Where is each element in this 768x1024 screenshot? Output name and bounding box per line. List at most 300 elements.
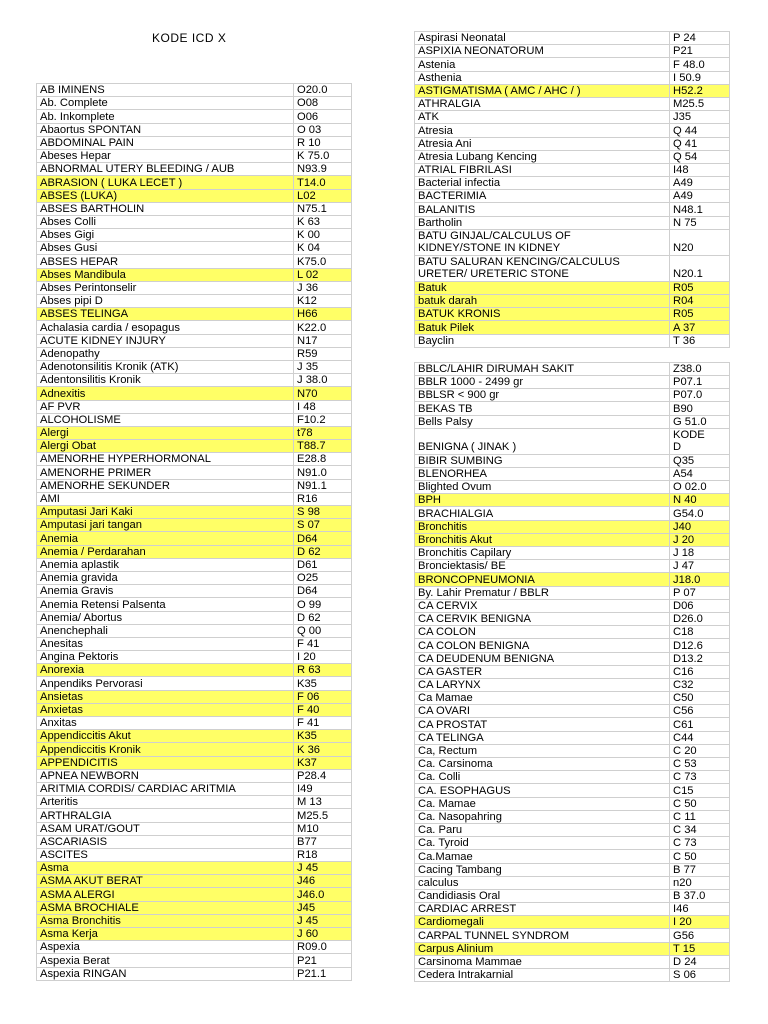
table-row	[415, 415, 730, 428]
table-row	[415, 929, 730, 942]
icd-code: O 99	[294, 598, 352, 611]
table-row	[37, 400, 352, 413]
table-row	[415, 889, 730, 902]
icd-code: Q 41	[670, 137, 730, 150]
diagnosis-name: CA GASTER	[415, 665, 670, 678]
diagnosis-name: Cacing Tambang	[415, 863, 670, 876]
icd-code: R59	[294, 347, 352, 360]
icd-code: K 75.0	[294, 149, 352, 162]
icd-code: T88.7	[294, 440, 352, 453]
diagnosis-name: CA DEUDENUM BENIGNA	[415, 652, 670, 665]
table-row	[37, 914, 352, 927]
diagnosis-name: Abeses Hepar	[37, 149, 294, 162]
table-row	[415, 916, 730, 929]
icd-code: M25.5	[294, 809, 352, 822]
icd-code: F 48.0	[670, 58, 730, 71]
diagnosis-name: Abses Gigi	[37, 229, 294, 242]
icd-code: K35	[294, 677, 352, 690]
diagnosis-name: Alergi	[37, 426, 294, 439]
table-row	[37, 242, 352, 255]
icd-code: B77	[294, 835, 352, 848]
diagnosis-name: AMENORHE HYPERHORMONAL	[37, 453, 294, 466]
table-row	[37, 189, 352, 202]
icd-code: S 06	[670, 969, 730, 982]
table-row	[415, 71, 730, 84]
diagnosis-name: ABSES TELINGA	[37, 308, 294, 321]
table-row	[37, 308, 352, 321]
icd-code: P07.0	[670, 389, 730, 402]
table-row	[37, 149, 352, 162]
table-row	[415, 163, 730, 176]
icd-code: R05	[670, 308, 730, 321]
diagnosis-name: ABSES BARTHOLIN	[37, 202, 294, 215]
diagnosis-name: By. Lahir Prematur / BBLR	[415, 586, 670, 599]
diagnosis-name: Bayclin	[415, 334, 670, 347]
table-row	[37, 796, 352, 809]
diagnosis-name: Abses Mandibula	[37, 268, 294, 281]
table-row	[415, 321, 730, 334]
icd-code: D 62	[294, 611, 352, 624]
table-row	[415, 692, 730, 705]
icd-code: J40	[670, 520, 730, 533]
icd-code: C32	[670, 678, 730, 691]
diagnosis-name: Asma	[37, 862, 294, 875]
table-row	[415, 124, 730, 137]
icd-code: D61	[294, 558, 352, 571]
icd-code: H66	[294, 308, 352, 321]
diagnosis-name: Amputasi Jari Kaki	[37, 506, 294, 519]
icd-code: N 40	[670, 494, 730, 507]
icd-code: O20.0	[294, 84, 352, 97]
icd-code: K35	[294, 730, 352, 743]
table-row	[37, 321, 352, 334]
table-row	[37, 163, 352, 176]
diagnosis-name: BACTERIMIA	[415, 190, 670, 203]
icd-code: J 38.0	[294, 374, 352, 387]
table-row	[37, 347, 352, 360]
table-row	[415, 389, 730, 402]
icd-code: K22.0	[294, 321, 352, 334]
table-row	[415, 705, 730, 718]
table-row	[415, 97, 730, 110]
table-row	[37, 585, 352, 598]
table-row	[37, 295, 352, 308]
icd-code: N17	[294, 334, 352, 347]
diagnosis-name: Anemia	[37, 532, 294, 545]
table-row	[37, 941, 352, 954]
diagnosis-name: Bronchitis Capilary	[415, 547, 670, 560]
icd-code: P07.1	[670, 375, 730, 388]
table-row	[37, 413, 352, 426]
icd-code: D12.6	[670, 639, 730, 652]
diagnosis-name: Aspexia RINGAN	[37, 967, 294, 980]
icd-code: Q 00	[294, 624, 352, 637]
icd-code: J18.0	[670, 573, 730, 586]
diagnosis-name: ASCARIASIS	[37, 835, 294, 848]
icd-code: I46	[670, 903, 730, 916]
table-row	[415, 362, 730, 375]
diagnosis-name: Bartholin	[415, 216, 670, 229]
table-row	[37, 782, 352, 795]
table-row	[415, 823, 730, 836]
icd-code: R16	[294, 492, 352, 505]
icd-code: A 37	[670, 321, 730, 334]
table-row	[415, 969, 730, 982]
diagnosis-name: Abses pipi D	[37, 295, 294, 308]
diagnosis-name: AMI	[37, 492, 294, 505]
table-row	[415, 45, 730, 58]
diagnosis-name: Alergi Obat	[37, 440, 294, 453]
icd-code: P 07	[670, 586, 730, 599]
diagnosis-name: ASCITES	[37, 848, 294, 861]
table-row	[415, 255, 730, 281]
table-row	[415, 454, 730, 467]
diagnosis-name: CA TELINGA	[415, 731, 670, 744]
icd-code: F10.2	[294, 413, 352, 426]
diagnosis-name: Ab. Inkomplete	[37, 110, 294, 123]
table-row	[415, 520, 730, 533]
table-row	[415, 347, 730, 362]
table-row	[37, 901, 352, 914]
table-row	[415, 203, 730, 216]
diagnosis-name: ASMA ALERGI	[37, 888, 294, 901]
table-row	[415, 797, 730, 810]
icd-code: J 18	[670, 547, 730, 560]
icd-code	[670, 347, 730, 362]
diagnosis-name: CA PROSTAT	[415, 718, 670, 731]
icd-code: J 45	[294, 914, 352, 927]
icd-code: R09.0	[294, 941, 352, 954]
table-row	[37, 281, 352, 294]
icd-code: K 36	[294, 743, 352, 756]
table-row	[37, 519, 352, 532]
diagnosis-name: Asma Bronchitis	[37, 914, 294, 927]
diagnosis-name: Blighted Ovum	[415, 481, 670, 494]
diagnosis-name: APNEA NEWBORN	[37, 769, 294, 782]
diagnosis-name: Abses Perintonselir	[37, 281, 294, 294]
icd-code: Z38.0	[670, 362, 730, 375]
table-row	[415, 560, 730, 573]
diagnosis-name: ABDOMINAL PAIN	[37, 136, 294, 149]
icd-code: P21	[294, 954, 352, 967]
diagnosis-name: AF PVR	[37, 400, 294, 413]
diagnosis-name: ASMA AKUT BERAT	[37, 875, 294, 888]
diagnosis-name: BEKAS TB	[415, 402, 670, 415]
icd-code: C15	[670, 784, 730, 797]
table-row	[415, 718, 730, 731]
table-row	[415, 216, 730, 229]
icd-code: I 48	[294, 400, 352, 413]
diagnosis-name: ABSES HEPAR	[37, 255, 294, 268]
table-row	[37, 690, 352, 703]
icd-code: K 00	[294, 229, 352, 242]
table-row	[415, 903, 730, 916]
icd-code: F 41	[294, 717, 352, 730]
icd-code: A49	[670, 177, 730, 190]
table-row	[415, 295, 730, 308]
table-row	[415, 784, 730, 797]
table-row	[37, 624, 352, 637]
table-row	[415, 402, 730, 415]
diagnosis-name: ATHRALGIA	[415, 97, 670, 110]
icd-code: M 13	[294, 796, 352, 809]
table-row	[415, 84, 730, 97]
icd-code: F 06	[294, 690, 352, 703]
diagnosis-name: Carpus Alinium	[415, 942, 670, 955]
icd-code: S 98	[294, 506, 352, 519]
diagnosis-name: Angina Pektoris	[37, 651, 294, 664]
icd-code: N48.1	[670, 203, 730, 216]
icd-code: E28.8	[294, 453, 352, 466]
table-row	[415, 190, 730, 203]
icd-code: C50	[670, 692, 730, 705]
table-row	[415, 428, 730, 454]
icd-code: O25	[294, 571, 352, 584]
icd-code: P 24	[670, 32, 730, 45]
table-row	[37, 466, 352, 479]
table-row	[37, 848, 352, 861]
diagnosis-name: BBLC/LAHIR DIRUMAH SAKIT	[415, 362, 670, 375]
table-row	[415, 639, 730, 652]
icd-code: K37	[294, 756, 352, 769]
table-row	[415, 652, 730, 665]
table-row	[37, 334, 352, 347]
icd-code: N20.1	[670, 255, 730, 281]
icd-code: J46.0	[294, 888, 352, 901]
diagnosis-name: ABSES (LUKA)	[37, 189, 294, 202]
table-row	[37, 875, 352, 888]
table-row	[415, 758, 730, 771]
table-row	[37, 255, 352, 268]
icd-code: C 73	[670, 771, 730, 784]
diagnosis-name: Adnexitis	[37, 387, 294, 400]
icd-code: B 77	[670, 863, 730, 876]
diagnosis-name: BRACHIALGIA	[415, 507, 670, 520]
diagnosis-name: BALANITIS	[415, 203, 670, 216]
table-row	[37, 809, 352, 822]
icd-code: C 53	[670, 758, 730, 771]
diagnosis-name: Carsinoma Mammae	[415, 955, 670, 968]
diagnosis-name: Anemia/ Abortus	[37, 611, 294, 624]
table-row	[37, 387, 352, 400]
icd-code: N70	[294, 387, 352, 400]
table-row	[415, 573, 730, 586]
diagnosis-name: Atresia Lubang Kencing	[415, 150, 670, 163]
diagnosis-name: BATU GINJAL/CALCULUS OF KIDNEY/STONE IN KIDNEY	[415, 229, 670, 255]
table-row	[415, 731, 730, 744]
table-row	[37, 928, 352, 941]
icd-code: P21	[670, 45, 730, 58]
icd-code: I 50.9	[670, 71, 730, 84]
diagnosis-name: Ca. Tyroid	[415, 837, 670, 850]
diagnosis-name: ALCOHOLISME	[37, 413, 294, 426]
icd-code: D06	[670, 599, 730, 612]
table-row	[415, 467, 730, 480]
diagnosis-name: BPH	[415, 494, 670, 507]
diagnosis-name: ABRASION ( LUKA LECET )	[37, 176, 294, 189]
diagnosis-name: Anenchephali	[37, 624, 294, 637]
table-row	[37, 545, 352, 558]
table-row	[37, 97, 352, 110]
table-row	[37, 664, 352, 677]
diagnosis-name: batuk darah	[415, 295, 670, 308]
icd-code: K 04	[294, 242, 352, 255]
diagnosis-name: BLENORHEA	[415, 467, 670, 480]
icd-code: C18	[670, 626, 730, 639]
diagnosis-name: Anemia aplastik	[37, 558, 294, 571]
diagnosis-name: Bacterial infectia	[415, 177, 670, 190]
diagnosis-name: Ca. Paru	[415, 823, 670, 836]
table-row	[37, 967, 352, 980]
table-row	[37, 598, 352, 611]
table-row	[415, 665, 730, 678]
table-row	[37, 769, 352, 782]
diagnosis-name: BBLR 1000 - 2499 gr	[415, 375, 670, 388]
table-row	[37, 215, 352, 228]
diagnosis-name: Abaortus SPONTAN	[37, 123, 294, 136]
icd-code: B 37.0	[670, 889, 730, 902]
table-row	[415, 481, 730, 494]
table-row	[415, 150, 730, 163]
icd-code: A54	[670, 467, 730, 480]
table-row	[415, 32, 730, 45]
table-row	[37, 703, 352, 716]
table-row	[415, 771, 730, 784]
table-row	[37, 888, 352, 901]
diagnosis-name: Appendiccitis Akut	[37, 730, 294, 743]
table-row	[37, 730, 352, 743]
diagnosis-name: ASPIXIA NEONATORUM	[415, 45, 670, 58]
diagnosis-name: Anpendiks Pervorasi	[37, 677, 294, 690]
icd-code: t78	[294, 426, 352, 439]
diagnosis-name: Anxitas	[37, 717, 294, 730]
diagnosis-name: Appendiccitis Kronik	[37, 743, 294, 756]
icd-code: N91.0	[294, 466, 352, 479]
diagnosis-name: Abses Gusi	[37, 242, 294, 255]
diagnosis-name: Ansietas	[37, 690, 294, 703]
diagnosis-name: CA. ESOPHAGUS	[415, 784, 670, 797]
icd-code: C16	[670, 665, 730, 678]
diagnosis-name: AMENORHE SEKUNDER	[37, 479, 294, 492]
table-row	[415, 863, 730, 876]
table-row	[415, 626, 730, 639]
icd-code: I 20	[294, 651, 352, 664]
icd-code: J 20	[670, 533, 730, 546]
diagnosis-name: Adenopathy	[37, 347, 294, 360]
table-row	[415, 599, 730, 612]
diagnosis-name: Candidiasis Oral	[415, 889, 670, 902]
table-row	[37, 202, 352, 215]
table-row	[37, 440, 352, 453]
table-row	[37, 268, 352, 281]
table-row	[415, 137, 730, 150]
diagnosis-name: Asma Kerja	[37, 928, 294, 941]
diagnosis-name: Amputasi jari tangan	[37, 519, 294, 532]
icd-code: J 36	[294, 281, 352, 294]
icd-code: C 50	[670, 797, 730, 810]
icd-code: R04	[670, 295, 730, 308]
icd-code: O08	[294, 97, 352, 110]
icd-code: K12	[294, 295, 352, 308]
icd-code: D 24	[670, 955, 730, 968]
icd-code: D64	[294, 532, 352, 545]
diagnosis-name: Cardiomegali	[415, 916, 670, 929]
icd-code: N93.9	[294, 163, 352, 176]
icd-code: N75.1	[294, 202, 352, 215]
icd-code: D13.2	[670, 652, 730, 665]
diagnosis-name: Anxietas	[37, 703, 294, 716]
table-row	[37, 479, 352, 492]
diagnosis-name: Adenotonsilitis Kronik (ATK)	[37, 360, 294, 373]
table-row	[37, 637, 352, 650]
diagnosis-name: ARTHRALGIA	[37, 809, 294, 822]
icd-code: N20	[670, 229, 730, 255]
diagnosis-name: Ca. Nasopahring	[415, 810, 670, 823]
table-row	[415, 334, 730, 347]
icd-code: M25.5	[670, 97, 730, 110]
table-row	[415, 308, 730, 321]
diagnosis-name: Anemia Gravis	[37, 585, 294, 598]
diagnosis-name: Ca.Mamae	[415, 850, 670, 863]
table-row	[415, 837, 730, 850]
table-row	[37, 835, 352, 848]
icd-code: K 63	[294, 215, 352, 228]
table-row	[37, 954, 352, 967]
icd-code: I48	[670, 163, 730, 176]
icd-code: G54.0	[670, 507, 730, 520]
table-row	[415, 586, 730, 599]
table-row	[37, 453, 352, 466]
icd-code: J 35	[294, 360, 352, 373]
icd-code: O 03	[294, 123, 352, 136]
table-row	[37, 176, 352, 189]
diagnosis-name: BATU SALURAN KENCING/CALCULUS URETER/ URETERIC STONE	[415, 255, 670, 281]
diagnosis-name: BATUK KRONIS	[415, 308, 670, 321]
icd-code: G56	[670, 929, 730, 942]
diagnosis-name: Ca, Rectum	[415, 744, 670, 757]
diagnosis-name: Arteritis	[37, 796, 294, 809]
table-row	[415, 375, 730, 388]
icd-code: J35	[670, 111, 730, 124]
icd-code: N91.1	[294, 479, 352, 492]
icd-code: D 62	[294, 545, 352, 558]
icd-code: L02	[294, 189, 352, 202]
diagnosis-name: BENIGNA ( JINAK )	[415, 428, 670, 454]
table-row	[37, 571, 352, 584]
table-row	[37, 84, 352, 97]
diagnosis-name: Ab. Complete	[37, 97, 294, 110]
table-row	[37, 110, 352, 123]
icd-code: R 63	[294, 664, 352, 677]
table-row	[415, 612, 730, 625]
icd-code: R 10	[294, 136, 352, 149]
diagnosis-name: CARDIAC ARREST	[415, 903, 670, 916]
diagnosis-name: BBLSR < 900 gr	[415, 389, 670, 402]
diagnosis-name: ASAM URAT/GOUT	[37, 822, 294, 835]
table-row	[37, 532, 352, 545]
icd-code: C56	[670, 705, 730, 718]
diagnosis-name: Bells Palsy	[415, 415, 670, 428]
diagnosis-name: ABNORMAL UTERY BLEEDING / AUB	[37, 163, 294, 176]
table-row	[37, 862, 352, 875]
table-row	[415, 494, 730, 507]
icd-code: J45	[294, 901, 352, 914]
diagnosis-name: Astenia	[415, 58, 670, 71]
diagnosis-name: Aspexia	[37, 941, 294, 954]
diagnosis-name: Bronchitis	[415, 520, 670, 533]
icd-code: I 20	[670, 916, 730, 929]
icd-code: O06	[294, 110, 352, 123]
